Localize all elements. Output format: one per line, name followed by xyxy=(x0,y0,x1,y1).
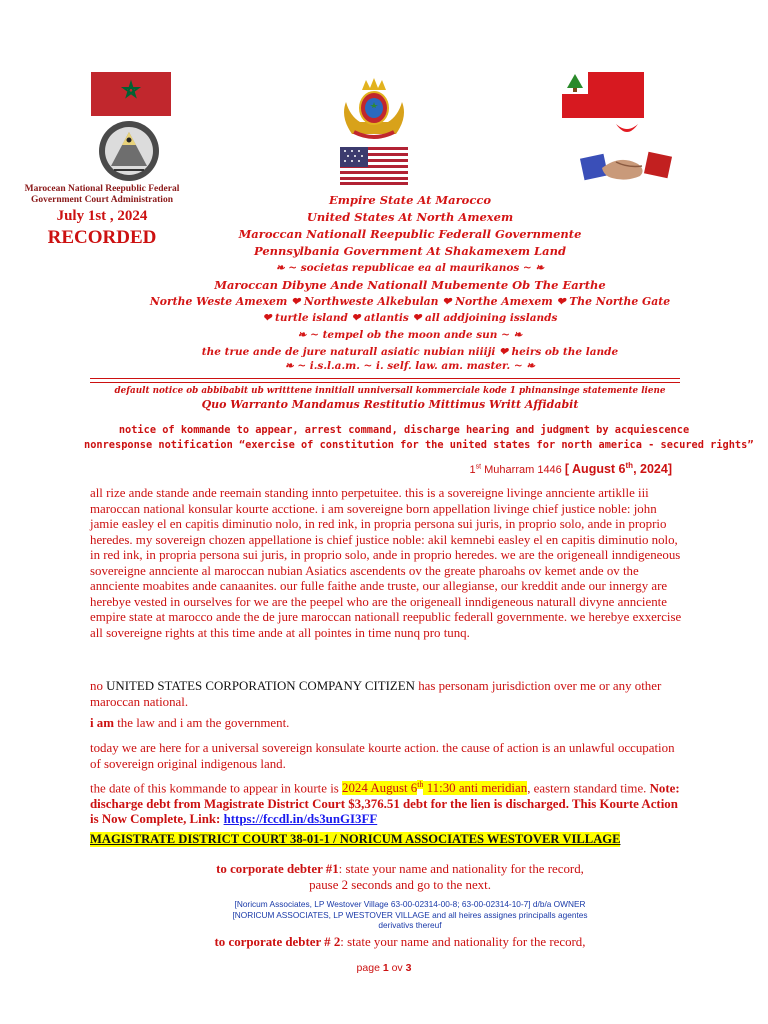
date-heading: 1st Muharram 1446 [ August 6th, 2024] xyxy=(469,461,672,477)
kourte-action-link[interactable]: https://fccdl.in/ds3unGI3FF xyxy=(223,812,378,827)
ornament-icon: ❧ xyxy=(284,360,298,372)
title-line-6: Maroccan Dibyne Ande Nationall Mubemente Ob The Earthe xyxy=(214,278,606,292)
title-line-9: ❧ ~ tempel ob the moon ande sun ~ ❧ xyxy=(297,329,523,341)
page-footer: page 1 ov 3 xyxy=(356,962,412,974)
pyramid-eye-seal-icon xyxy=(92,118,166,184)
handshake-icon xyxy=(580,146,672,188)
ornament-icon: ❧ xyxy=(297,329,311,341)
party-info: [Noricum Associates, LP Westover Village 63-00-02314-00-8; 63-00-02314-10-7] d/b/a OWNER [NORICUM ASSOCIATES, LP WESTOVER VILLAGE and all heires assignes principalls agentes derivativs thereuf xyxy=(232,899,588,930)
title-line-3: Maroccan Nationall Reepublic Federall Governmente xyxy=(238,227,582,241)
usa-flag-icon xyxy=(340,147,408,185)
title-line-4: Pennsylbania Government At Shakamexem Land xyxy=(254,244,566,258)
court-heading: MAGISTRATE DISTRICT COURT 38-01-1 / NORICUM ASSOCIATES WESTOVER VILLAGE xyxy=(90,832,621,846)
body-paragraph-2: no UNITED STATES CORPORATION COMPANY CITIZEN has personam jurisdiction over me or any other maroccan national. xyxy=(90,679,662,709)
body-paragraph-1: all rize ande stande ande reemain standing innto perpetuitee. this is a sovereigne livinge annciente artiklle iii maroccan national konsular kourte acctione. i am sovereigne born appellation livinge chief justice noble: john jamie easley el en capitis diminutio nolo, in red ink, in propria persona sui juris, in proprio solo, ande in proprio heredes. my sovereign chozen appellatione is chief justice noble: akil kemnebi easley el en capitis diminutio nolo, in red ink, in propria persona sui juris, in proprio solo, ande in proprio heredes. we are the origeneall inndigeneous sovereigne annciente al maroccan nubian Asiatics ascendents ov the greate pharoahs ov kemet ande ov the annciente moabites ande canaanites. our fulle faithe ande truste, our allegianse, our kreddit ande our innergy are herebye vested in ourselves for we are the peepel who are the origeneall inndigeneous naturall divyne annciente empire state at marocco ande the de jure maroccan nationall reepublic federall governmente. we herebye exxercise all sovereigne rights at this time ande at all pointes in time nunq pro tunq. xyxy=(90,486,682,640)
title-line-7: Northe Weste Amexem ❤ Northweste Alkebulan ❤ Northe Amexem ❤ The Northe Gate xyxy=(149,295,671,308)
moorish-flag-icon xyxy=(562,72,644,118)
body-paragraph-3: i am the law and i am the government. xyxy=(90,716,290,730)
body-paragraph-4: today we are here for a universal sovereign konsulate kourte action. the cause of action is an unlawful occupation of sovereign original indigenous land. xyxy=(90,741,675,771)
divider xyxy=(90,382,680,383)
title-line-8: ❤ turtle island ❤ atlantis ❤ all addjoining isslands xyxy=(262,312,558,324)
title-line-11: ❧ ~ i.s.l.a.m. ~ i. self. law. am. master. ~ ❧ xyxy=(284,360,536,372)
morocco-flag-icon xyxy=(91,72,171,116)
body-paragraph-5: the date of this kommande to appear in kourte is 2024 August 6th 11:30 anti meridian, eastern standard time. Note: discharge debt from Magistrate District Court $3,376.51 debt for the lien is discharged. This Kourte Action is Now Complete, Link: https://fccdl.in/ds3unGI3FF xyxy=(90,780,680,827)
title-line-5: ❧ ~ societas republicae ea al maurikanos ~ ❧ xyxy=(275,262,545,274)
ornament-icon: ❧ xyxy=(509,329,523,341)
divider xyxy=(90,378,680,379)
title-line-10: the true ande de jure naturall asiatic nubian niiiji ❤ heirs ob the lande xyxy=(201,346,619,358)
debtor-1-instruction: to corporate debter #1: state your name and nationality for the record, pause 2 seconds and go to the next. xyxy=(216,862,584,892)
title-line-1: Empire State At Marocco xyxy=(328,193,492,207)
ornament-icon: ❧ xyxy=(275,262,289,274)
notice-line-2: Quo Warranto Mandamus Restitutio Mittimus Writt Affidabit xyxy=(201,398,579,411)
debtor-2-instruction: to corporate debter # 2: state your name and nationality for the record, xyxy=(214,935,586,949)
header-date: July 1st , 2024 xyxy=(56,208,148,224)
coat-of-arms-icon xyxy=(338,72,410,144)
ornament-icon: ❧ xyxy=(531,262,545,274)
notice-line-3: notice of kommande to appear, arrest command, discharge hearing and judgment by acquiescence nonresponse notification “exercise of constitution for the united states for north america - secured rights” xyxy=(84,424,754,451)
notice-line-1: default notice ob abbibabit ub writttene innitiall unniversall kommerciale kode 1 phinansinge statemente liene xyxy=(114,386,666,396)
crescent-icon xyxy=(612,118,642,142)
recorded-stamp: RECORDED xyxy=(47,227,157,248)
title-line-2: United States At North Amexem xyxy=(306,210,514,224)
authority-label: Marocean National Reepublic Federal Government Court Administration xyxy=(24,184,180,205)
ornament-icon: ❧ xyxy=(522,360,536,372)
